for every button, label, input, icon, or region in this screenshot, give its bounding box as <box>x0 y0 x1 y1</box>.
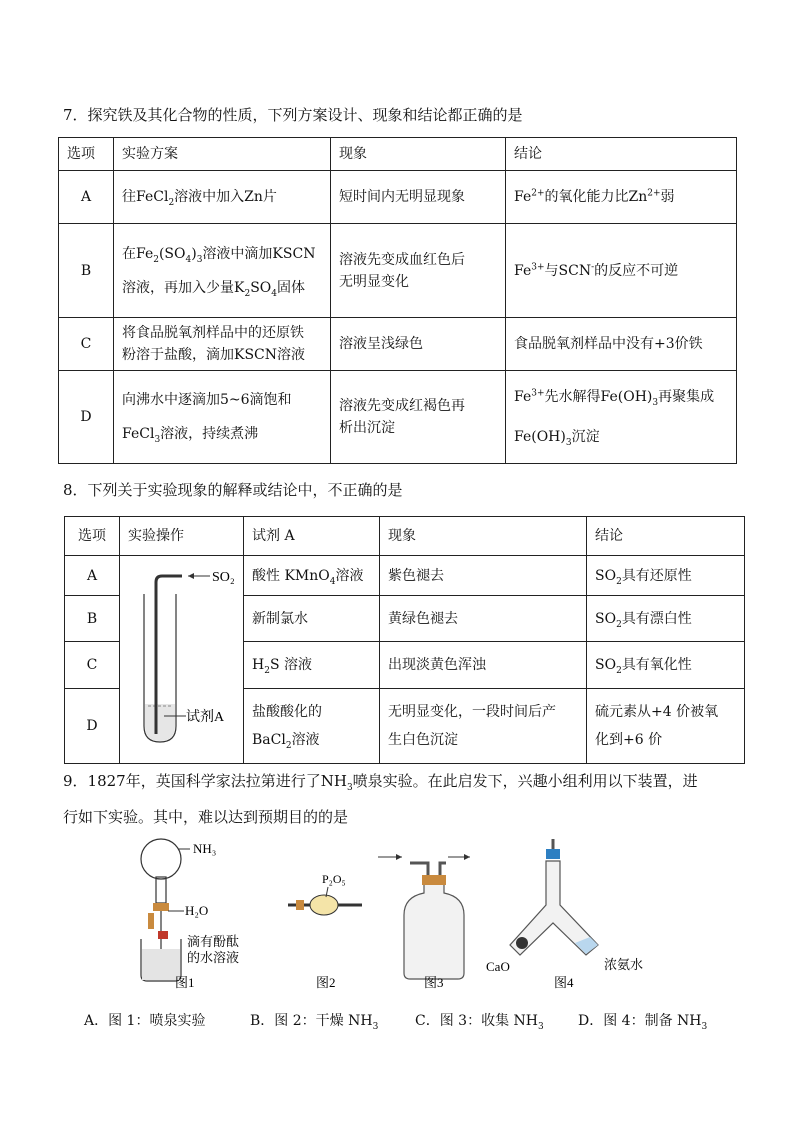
q7-header-conclusion: 结论 <box>506 138 737 171</box>
q7-header-row <box>59 138 737 171</box>
q8-header-option: 选项 <box>65 517 120 556</box>
q7-option-cell: B <box>59 224 114 318</box>
q9-option-a[interactable]: A．图 1：喷泉实验 <box>84 1013 206 1029</box>
q8-stem: 8．下列关于实验现象的解释或结论中，不正确的是 <box>63 481 403 499</box>
q8-header-conclusion: 结论 <box>587 517 745 556</box>
fig1-nh3-label: NH₃ <box>193 841 217 856</box>
q8-reagent-cell: 酸性 KMnO$_4$溶液 <box>244 556 380 596</box>
q8-apparatus-cell <box>120 556 244 764</box>
q7-plan-cell: 向沸水中逐滴加5~6滴饱和 FeCl$_3$溶液，持续煮沸 <box>114 371 331 464</box>
q8-option-cell: D <box>65 688 120 763</box>
q8-reagent-cell: $H_2S$ 溶液 <box>244 642 380 688</box>
q7-header-plan: 实验方案 <box>114 138 331 171</box>
bottle-stopper <box>422 875 446 885</box>
q7-row-b <box>59 224 737 318</box>
fig1-solution-line1: 滴有酚酞 <box>187 934 240 949</box>
fig3-caption: 图3 <box>424 975 444 990</box>
q7-header-option: 选项 <box>59 138 114 171</box>
fig1-fountain-apparatus <box>141 839 239 990</box>
q9-stem-line1: 9．1827年，英国科学家法拉第进行了$NH_3$喷泉实验。在此启发下，兴趣小组利用以下装置，进 <box>63 772 698 793</box>
q8-conclusion-cell: $SO_2$具有漂白性 <box>587 596 745 642</box>
q8-phenomenon-cell: 紫色褪去 <box>380 556 587 596</box>
q9-option-b[interactable]: B．图 2：干燥 $NH_3$ <box>250 1013 379 1032</box>
reagent-label: 试剂A <box>186 710 225 725</box>
fig2-reagent-label: P₂O₅ <box>322 872 346 886</box>
outlet-arrowhead <box>464 854 470 860</box>
q8-conclusion-cell: $SO_2$具有还原性 <box>587 556 745 596</box>
test-tube-apparatus <box>120 556 242 756</box>
q8-phenomenon-cell: 无明显变化，一段时间后产 生白色沉淀 <box>380 688 587 763</box>
q8-reagent-cell: 新制氯水 <box>244 596 380 642</box>
q8-header-operation: 实验操作 <box>120 517 244 556</box>
q7-conclusion-cell: $Fe^{3+}$先水解得$Fe(OH)_3$再聚集成 $Fe(OH)_3$沉淀 <box>506 371 737 464</box>
q7-option-cell: A <box>59 171 114 224</box>
q7-phenomenon-cell: 溶液先变成红褐色再 析出沉淀 <box>331 371 506 464</box>
fig1-caption: 图1 <box>175 975 195 990</box>
q8-conclusion-cell: 硫元素从+4 价被氧 化到+6 价 <box>587 688 745 763</box>
q7-row-c <box>59 318 737 371</box>
q7-phenomenon-cell: 溶液先变成血红色后 无明显变化 <box>331 224 506 318</box>
q7-stem: 7．探究铁及其化合物的性质，下列方案设计、现象和结论都正确的是 <box>63 106 523 124</box>
cao-solid <box>516 937 528 949</box>
fig2-drying-tube <box>288 872 362 990</box>
round-flask <box>141 839 181 879</box>
q8-phenomenon-cell: 黄绿色褪去 <box>380 596 587 642</box>
reagent-liquid <box>145 704 175 741</box>
dropper-bulb <box>148 913 154 929</box>
gas-label: SO₂ <box>212 570 235 585</box>
fig1-h2o-label: H₂O <box>185 903 209 918</box>
q7-conclusion-cell: 食品脱氧剂样品中没有+3价铁 <box>506 318 737 371</box>
q8-header-phenomenon: 现象 <box>380 517 587 556</box>
fig4-caption: 图4 <box>554 975 574 990</box>
flask-neck <box>156 877 166 903</box>
flask-stopper <box>153 903 169 911</box>
q9-figures <box>0 835 794 995</box>
q7-phenomenon-cell: 溶液呈浅绿色 <box>331 318 506 371</box>
q8-option-cell: C <box>65 642 120 688</box>
fig2-caption: 图2 <box>316 975 336 990</box>
q7-table <box>58 137 737 464</box>
q9-option-c[interactable]: C．图 3：收集 $NH_3$ <box>415 1013 544 1032</box>
q8-option-cell: B <box>65 596 120 642</box>
q8-table <box>64 516 745 764</box>
q7-plan-cell: 在$Fe_2(SO_4)_3$溶液中滴加KSCN 溶液，再加入少量$K_2SO_4$固体 <box>114 224 331 318</box>
q8-row-a <box>65 556 745 596</box>
inlet-arrowhead <box>396 854 402 860</box>
q7-row-a <box>59 171 737 224</box>
tube-stopper <box>296 900 304 910</box>
drying-bulb <box>310 895 338 915</box>
q9-stem-line2: 行如下实验。其中，难以达到预期目的的是 <box>63 808 349 826</box>
fig4-y-tube <box>486 839 643 990</box>
q8-reagent-cell: 盐酸酸化的 BaCl$_2$溶液 <box>244 688 380 763</box>
fig4-right-label: 浓氨水 <box>604 957 644 972</box>
wide-bottle <box>404 885 464 979</box>
q7-option-cell: C <box>59 318 114 371</box>
q7-header-phenomenon: 现象 <box>331 138 506 171</box>
q7-conclusion-cell: $Fe^{3+}$与SCN-的反应不可逆 <box>506 224 737 318</box>
q7-plan-cell: 往FeCl$_2$溶液中加入Zn片 <box>114 171 331 224</box>
fig3-collection-bottle <box>378 854 470 990</box>
q8-header-row <box>65 517 745 556</box>
q8-header-reagent: 试剂 A <box>244 517 380 556</box>
q7-option-cell: D <box>59 371 114 464</box>
fig4-left-label: CaO <box>486 959 510 974</box>
q8-option-cell: A <box>65 556 120 596</box>
tube-clamp <box>158 931 168 939</box>
q7-plan-cell: 将食品脱氧剂样品中的还原铁 粉溶于盐酸，滴加KSCN溶液 <box>114 318 331 371</box>
q8-conclusion-cell: $SO_2$具有氧化性 <box>587 642 745 688</box>
fig1-solution-line2: 的水溶液 <box>187 950 240 965</box>
q8-phenomenon-cell: 出现淡黄色浑浊 <box>380 642 587 688</box>
q7-phenomenon-cell: 短时间内无明显现象 <box>331 171 506 224</box>
q7-conclusion-cell: $Fe^{2+}$的氧化能力比$Zn^{2+}$弱 <box>506 171 737 224</box>
gas-arrowhead <box>188 573 194 579</box>
q9-option-d[interactable]: D．图 4：制备 $NH_3$ <box>578 1013 708 1032</box>
q7-row-d <box>59 371 737 464</box>
y-tube-stopper <box>546 849 560 859</box>
